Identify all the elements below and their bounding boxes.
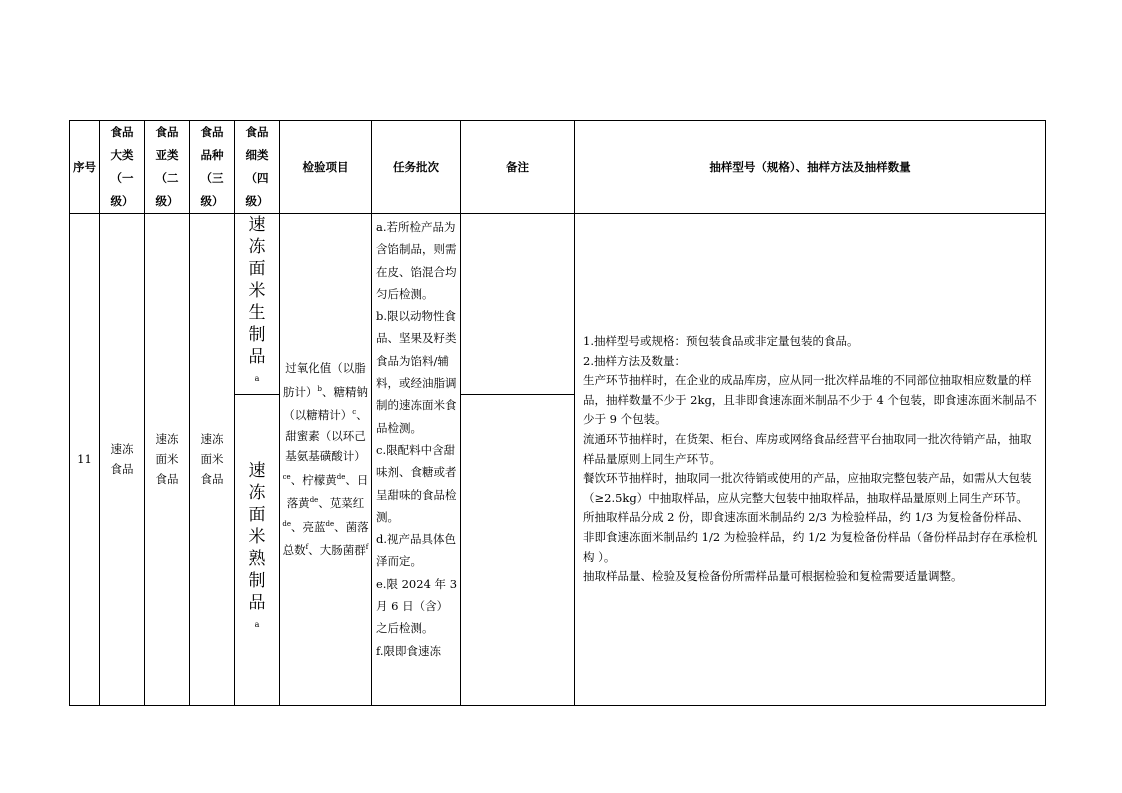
item-text: 、甜蜜素（以环己基氨基磺酸计） — [285, 408, 368, 464]
header-items: 检验项目 — [280, 121, 372, 214]
item-text: 、菌落总数 — [282, 519, 369, 557]
item-footnote: f — [365, 543, 369, 552]
sampling-paragraph: 2.抽样方法及数量： — [583, 353, 686, 368]
note-item: c.限配料中含甜味剂、食糖或者呈甜味的食品检测。 — [376, 442, 457, 524]
cell-notes — [372, 214, 461, 706]
cell-cat1: 速冻食品 — [100, 214, 145, 706]
item-text: 、糖精钠（以糖精计） — [283, 384, 368, 423]
cell-remark-1 — [461, 214, 575, 395]
item-text: 、大肠菌群 — [308, 542, 366, 557]
sampling-paragraph: 流通环节抽样时，在货架、柜台、库房或网络食品经营平台抽取同一批次待销产品，抽取样品量原则上同生产环节。 — [583, 431, 1032, 466]
header-cat3: 食品品种（三级） — [190, 121, 235, 214]
header-remark: 备注 — [461, 121, 575, 214]
note-item: a.若所检产品为含馅制品，则需在皮、馅混合均匀后检测。 — [376, 220, 457, 301]
sampling-paragraph: 抽取样品量、检验及复检备份所需样品量可根据检验和复检需要适量调整。 — [583, 569, 963, 584]
cell-seq: 11 — [70, 214, 100, 706]
sub2-label: 速冻面米熟制品 — [248, 460, 266, 613]
cell-sampling — [575, 214, 1046, 706]
sub2-sup: a — [254, 619, 260, 629]
header-row — [70, 121, 1046, 214]
sampling-paragraph: 所抽取样品分成 2 份，即食速冻面米制品约 2/3 为检验样品，约 1/3 为复检备份样品、非即食速冻面米制品约 1/2 为检验样品，约 1/2 为复检备份样品（备份样品封存在承检机构 ）。 — [583, 510, 1038, 564]
item-footnote: de — [282, 519, 291, 528]
item-text: 、苋菜红 — [318, 496, 365, 511]
sampling-paragraph: 1.抽样型号或规格：预包装食品或非定量包装的食品。 — [583, 333, 859, 348]
item-footnote: de — [325, 519, 335, 528]
header-sampling: 抽样型号（规格）、抽样方法及抽样数量 — [575, 121, 1046, 214]
header-cat4: 食品细类（四级） — [235, 121, 280, 214]
sampling-paragraph: 餐饮环节抽样时，抽取同一批次待销或使用的产品，应抽取完整包装产品，如需从大包装（≥2.5kg）中抽取样品，应从完整大包装中抽取样品，抽取样品量原则上同生产环节。 — [583, 471, 1032, 505]
cell-sub2 — [235, 394, 280, 705]
item-text: 过氧化值（以脂肪计） — [283, 361, 366, 399]
header-cat1: 食品大类（一级） — [100, 121, 145, 214]
item-footnote: c — [352, 408, 357, 417]
item-text: 、日落黄 — [286, 472, 369, 511]
item-text: 、亮蓝 — [291, 519, 326, 534]
cell-items — [280, 214, 372, 706]
header-batch: 任务批次 — [372, 121, 461, 214]
item-footnote: de — [336, 472, 346, 481]
note-item: d.视产品具体色泽而定。 — [376, 532, 457, 569]
item-text: 、柠檬黄 — [290, 472, 337, 487]
cell-cat2: 速冻面米食品 — [145, 214, 190, 706]
sampling-table — [69, 120, 1046, 706]
table-row — [70, 214, 1046, 395]
item-footnote: f — [305, 543, 309, 552]
sampling-paragraph: 生产环节抽样时，在企业的成品库房，应从同一批次样品堆的不同部位抽取相应数量的样品，抽样数量不少于 2kg，且非即食速冻面米制品不少于 4 个包装，即食速冻面米制品不少于 9 个包装。 — [583, 373, 1037, 427]
note-item: b.限以动物性食品、坚果及籽类食品为馅料/辅料，或经油脂调制的速冻面米食品检测。 — [376, 309, 457, 435]
sub1-label: 速冻面米生制品 — [248, 215, 266, 367]
cell-sub1 — [235, 214, 280, 395]
sub1-sup: a — [254, 374, 260, 383]
header-cat2: 食品亚类（二级） — [145, 121, 190, 214]
cell-cat3: 速冻面米食品 — [190, 214, 235, 706]
note-item: f.限即食速冻 — [376, 643, 442, 658]
item-footnote: de — [309, 496, 319, 505]
item-footnote: b — [317, 384, 322, 393]
note-item: e.限 2024 年 3 月 6 日（含）之后检测。 — [376, 576, 458, 636]
header-seq: 序号 — [70, 121, 100, 214]
item-footnote: ce — [282, 472, 291, 481]
cell-remark-2 — [461, 394, 575, 705]
